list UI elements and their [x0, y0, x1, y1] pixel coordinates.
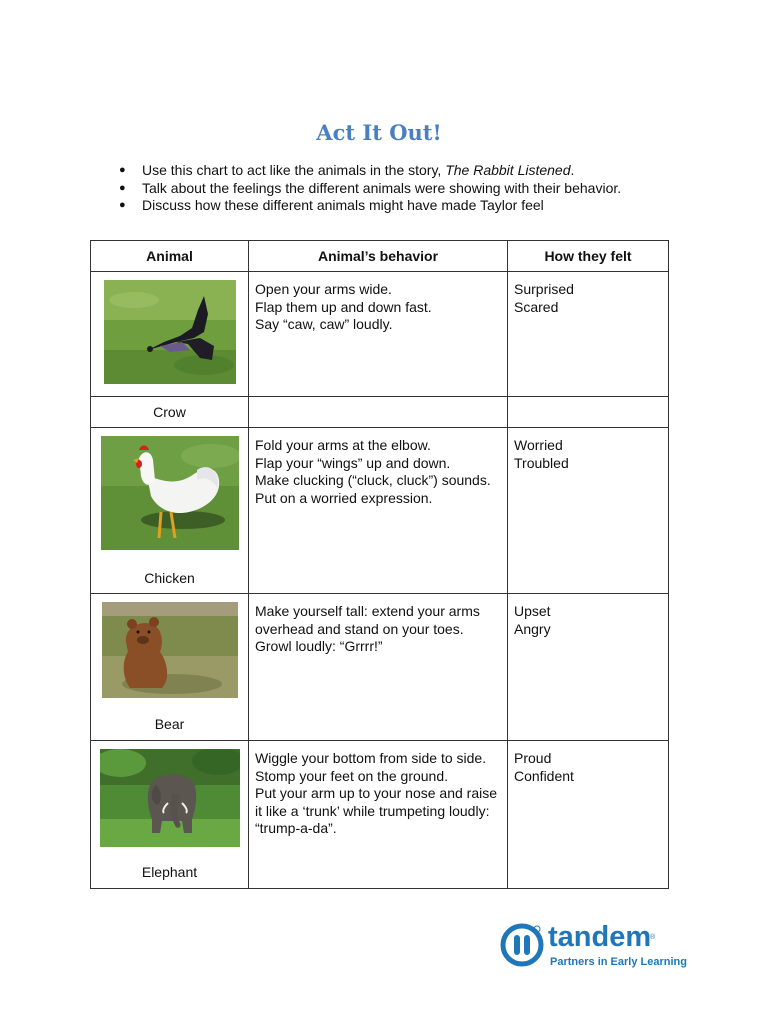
instruction-item: ● Discuss how these different animals might have made Taylor feel	[119, 197, 544, 213]
header-feelings: How they felt	[508, 241, 669, 272]
animal-cell	[91, 272, 249, 397]
registered-mark: ®	[650, 934, 656, 941]
instruction-item: ● Talk about the feelings the different animals were showing with their behavior.	[119, 179, 622, 196]
table-row	[91, 272, 669, 397]
animal-name: Chicken	[144, 570, 195, 586]
feelings-cell: Upset Angry	[508, 594, 669, 741]
behavior-cell: Make yourself tall: extend your arms overhead and stand on your toes. Growl loudly: “Grrrr!”	[249, 594, 508, 741]
elephant-image	[100, 749, 240, 847]
header-animal: Animal	[91, 241, 249, 272]
animal-cell	[91, 428, 249, 594]
bullet-icon: ●	[119, 181, 126, 194]
tandem-logo	[500, 920, 687, 972]
bear-image	[102, 602, 238, 698]
logo-tagline: Partners in Early Learning	[550, 956, 687, 968]
book-title: The Rabbit Listened	[445, 162, 571, 178]
table-row	[91, 428, 669, 594]
behavior-cell: Open your arms wide. Flap them up and down fast. Say “caw, caw” loudly.	[249, 272, 508, 397]
behavior-cell: Wiggle your bottom from side to side. Stomp your feet on the ground. Put your arm up to your nose and raise it like a ‘trunk’ while trumpeting loudly: “trump-a-da”.	[249, 741, 508, 889]
logo-wordmark: tandem	[548, 921, 652, 953]
animal-name: Crow	[91, 397, 249, 428]
instruction-list	[116, 162, 621, 215]
behavior-cell: Fold your arms at the elbow. Flap your “wings” up and down. Make clucking (“cluck, cluck”) sounds. Put on a worried expression.	[249, 428, 508, 594]
feelings-cell: Proud Confident	[508, 741, 669, 889]
table-row	[91, 594, 669, 741]
header-behavior: Animal’s behavior	[249, 241, 508, 272]
feelings-cell: Worried Troubled	[508, 428, 669, 594]
animal-cell	[91, 594, 249, 741]
feelings-cell: Surprised Scared	[508, 272, 669, 397]
chicken-image	[101, 436, 239, 550]
animal-name: Elephant	[141, 864, 198, 880]
bullet-icon: ●	[119, 199, 126, 211]
page-title: Act It Out!	[316, 120, 442, 145]
bullet-icon: ●	[119, 164, 126, 176]
animal-chart	[90, 240, 669, 889]
table-row	[91, 397, 669, 428]
crow-image	[104, 280, 236, 384]
table-row	[91, 741, 669, 889]
animal-name: Bear	[154, 716, 185, 732]
table-header-row	[91, 241, 669, 272]
tandem-logo-icon	[500, 923, 544, 967]
instruction-item: ● Use this chart to act like the animals in the story, The Rabbit Listened.	[119, 162, 575, 178]
animal-cell	[91, 741, 249, 889]
